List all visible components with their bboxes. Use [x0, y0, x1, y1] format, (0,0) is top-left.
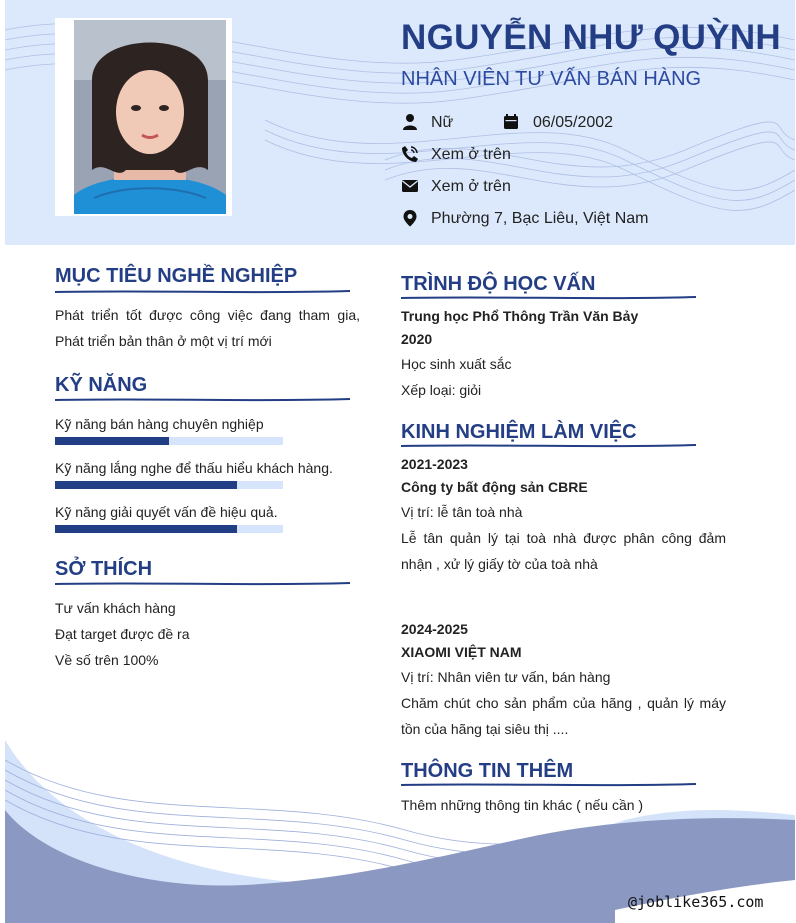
extra-title: THÔNG TIN THÊM [401, 760, 574, 782]
hobby-item-2: Đạt target được đề ra [55, 626, 190, 642]
experience-title-underline [401, 442, 701, 450]
phone-icon [401, 145, 419, 163]
phone-value: Xem ở trên [431, 146, 511, 163]
objective-line-1: Phát triển tốt được công việc đang tham gia, [55, 307, 360, 323]
job-2-desc-line-2: tồn của hãng tại siêu thị .... [401, 721, 569, 737]
education-line-1: Học sinh xuất sắc [401, 356, 512, 372]
email-value: Xem ở trên [431, 178, 511, 195]
job-1-position: Vị trí: lễ tân toà nhà [401, 504, 523, 520]
hobbies-title-underline [55, 580, 355, 588]
experience-title: KINH NGHIỆM LÀM VIỆC [401, 421, 637, 443]
map-pin-icon [401, 209, 419, 227]
job-1-desc-line-1: Lễ tân quản lý tại toà nhà được phân công đảm [401, 530, 726, 546]
hobby-item-1: Tư vấn khách hàng [55, 600, 176, 616]
skill-bar-3 [55, 525, 283, 533]
extra-text: Thêm những thông tin khác ( nếu cần ) [401, 797, 644, 813]
job-1-company: Công ty bất động sản CBRE [401, 479, 588, 495]
avatar [74, 20, 226, 214]
header [5, 0, 795, 245]
birthdate-value: 06/05/2002 [533, 114, 614, 131]
education-year: 2020 [401, 331, 433, 347]
skill-bar-2 [55, 481, 283, 489]
skills-title: KỸ NĂNG [55, 374, 148, 396]
user-icon [401, 113, 419, 131]
watermark: @joblike365.com [628, 893, 764, 911]
job-2-position: Vị trí: Nhân viên tư vấn, bán hàng [401, 669, 611, 685]
skill-bar-fill-2 [55, 481, 237, 489]
skill-bar-fill-3 [55, 525, 237, 533]
address-value: Phường 7, Bạc Liêu, Việt Nam [431, 210, 649, 227]
hobbies-title: SỞ THÍCH [55, 558, 153, 580]
skill-label-3: Kỹ năng giải quyết vấn đề hiệu quả. [55, 504, 278, 520]
extra-title-underline [401, 781, 701, 789]
education-line-2: Xếp loại: giỏi [401, 382, 482, 398]
job-2-desc-line-1: Chăm chút cho sản phẩm của hãng , quản lý máy [401, 695, 726, 711]
envelope-icon [401, 177, 419, 195]
gender-value: Nữ [431, 114, 454, 131]
skill-bar-1 [55, 437, 283, 445]
education-title: TRÌNH ĐỘ HỌC VẤN [401, 273, 596, 295]
job-title: NHÂN VIÊN TƯ VẤN BÁN HÀNG [401, 68, 702, 90]
skill-label-1: Kỹ năng bán hàng chuyên nghiệp [55, 416, 264, 432]
education-title-underline [401, 294, 701, 302]
education-school: Trung học Phổ Thông Trần Văn Bảy [401, 308, 639, 324]
job-1-desc-line-2: nhận , xử lý giấy tờ của toà nhà [401, 556, 598, 572]
skill-bar-fill-1 [55, 437, 169, 445]
skill-label-2: Kỹ năng lắng nghe để thấu hiểu khách hàng. [55, 460, 333, 476]
hobby-item-3: Về số trên 100% [55, 652, 159, 668]
calendar-icon [502, 113, 520, 131]
skills-title-underline [55, 396, 355, 404]
avatar-frame [55, 18, 232, 216]
objective-title: MỤC TIÊU NGHỀ NGHIỆP [55, 265, 298, 287]
objective-line-2: Phát triển bản thân ở một vị trí mới [55, 333, 272, 349]
job-1-period: 2021-2023 [401, 456, 468, 472]
candidate-name: NGUYỄN NHƯ QUỲNH [401, 18, 781, 57]
job-2-company: XIAOMI VIỆT NAM [401, 644, 522, 660]
cv-page [5, 0, 795, 923]
objective-title-underline [55, 288, 355, 296]
job-2-period: 2024-2025 [401, 621, 468, 637]
